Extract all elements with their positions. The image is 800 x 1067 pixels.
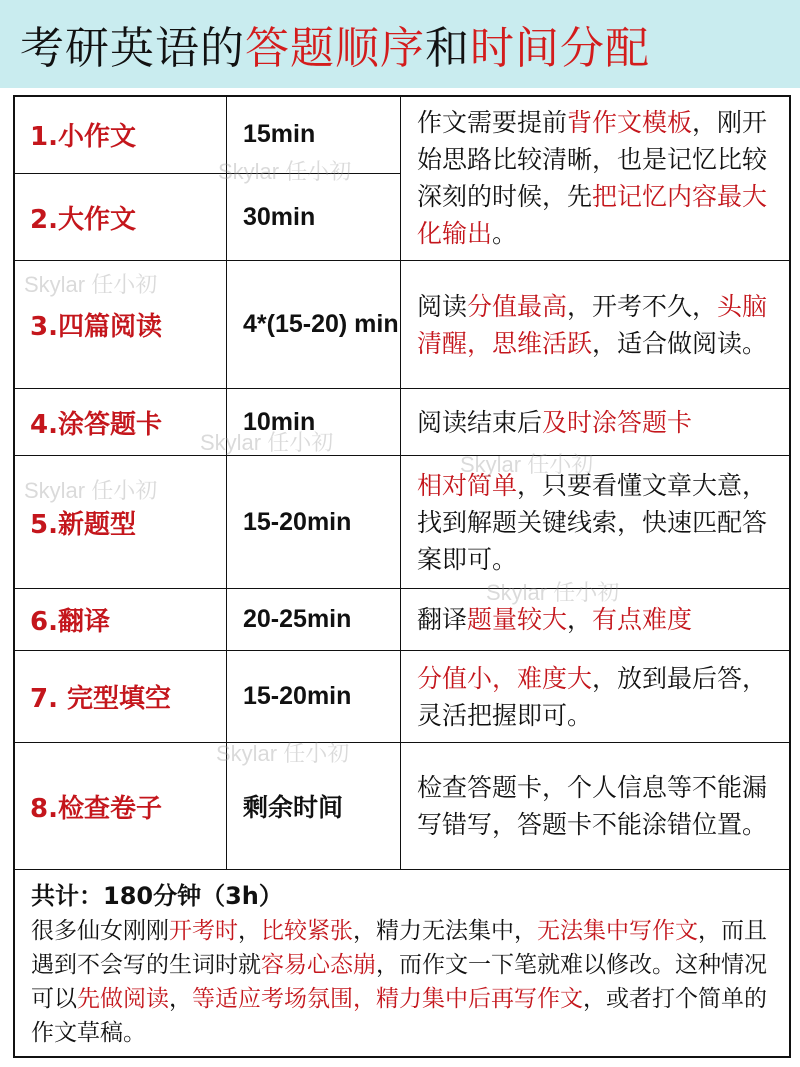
note-text: ，适合做阅读。 <box>592 328 768 358</box>
task-time: 15-20min <box>227 651 401 743</box>
watermark: Skylar 任小初 <box>200 430 334 455</box>
highlight-text: 相对简单 <box>417 470 518 500</box>
highlight-text: 背作文模板 <box>567 108 693 137</box>
title-part-2: 答题顺序 <box>245 23 425 74</box>
task-note <box>401 456 791 589</box>
task-time: 10min <box>227 389 401 456</box>
task-name: 2.大作文 <box>14 174 227 261</box>
task-note <box>401 261 791 389</box>
highlight-text: 先做阅读 <box>77 986 169 1012</box>
note-text: 翻译 <box>417 605 468 634</box>
note-text: 作文需要提前 <box>417 108 568 137</box>
note-text: ，刚开始思路比较清晰，也是记忆比较深刻的时候，先 <box>417 108 768 211</box>
table-row <box>14 96 791 174</box>
table-row <box>14 456 791 589</box>
title-part-3: 和 <box>425 23 470 74</box>
highlight-text: 把记忆内容最大化输出 <box>417 182 768 248</box>
task-name: 6.翻译 <box>14 589 227 651</box>
task-name: 1.小作文 <box>14 96 227 174</box>
task-name: 4.涂答题卡 <box>14 389 227 456</box>
watermark: Skylar 任小初 <box>24 478 158 503</box>
note-text: ，放到最后答，灵活把握即可。 <box>417 663 768 730</box>
note-text: 阅读结束后 <box>417 407 543 437</box>
note-text: ，精力无法集中， <box>353 918 537 944</box>
task-note <box>401 589 791 651</box>
table-row <box>14 261 791 389</box>
page-title <box>0 0 800 88</box>
summary-text <box>31 914 773 1050</box>
task-name: 5.新题型 <box>14 456 227 589</box>
table-row <box>14 651 791 743</box>
task-time: 15min <box>227 96 401 174</box>
summary-heading: 共计：180分钟（3h） <box>31 882 283 910</box>
highlight-text: 分值小，难度大 <box>417 663 593 693</box>
task-time: 20-25min <box>227 589 401 651</box>
task-name: 3.四篇阅读 <box>14 261 227 389</box>
note-text: 很多仙女刚刚 <box>31 918 169 944</box>
task-time: 剩余时间 <box>227 743 401 870</box>
note-text: ，或者打个简单的作文草稿。 <box>31 986 767 1046</box>
watermark: Skylar 任小初 <box>460 452 594 477</box>
task-note <box>401 743 791 870</box>
highlight-text: 开考时 <box>169 918 238 944</box>
note-text: 检查答题卡，个人信息等不能漏写错写，答题卡不能涂错位置。 <box>417 773 768 839</box>
note-text: ，而作文一下笔就难以修改。这种情况可以 <box>31 952 767 1012</box>
task-note <box>401 96 791 261</box>
note-text: ，只要看懂文章大意，找到解题关键线索，快速匹配答案即可。 <box>417 470 768 574</box>
task-time: 4*(15-20) min <box>227 261 401 389</box>
task-note <box>401 389 791 456</box>
highlight-text: 容易心态崩 <box>261 952 376 978</box>
highlight-text: 等适应考场氛围，精力集中后再写作文 <box>192 986 583 1012</box>
highlight-text: 比较紧张 <box>261 918 353 944</box>
highlight-text: 题量较大 <box>467 605 568 634</box>
summary-box <box>13 868 791 1058</box>
highlight-text: 分值最高 <box>467 291 568 321</box>
highlight-text: 有点难度 <box>592 605 693 634</box>
title-part-1: 考研英语的 <box>20 23 245 74</box>
task-name: 7. 完型填空 <box>14 651 227 743</box>
watermark: Skylar 任小初 <box>24 272 158 297</box>
highlight-text: 无法集中写作文 <box>537 918 698 944</box>
note-text: 阅读 <box>417 291 468 321</box>
schedule-table <box>13 95 791 870</box>
note-text: ， <box>238 918 261 944</box>
table-row <box>14 389 791 456</box>
watermark: Skylar 任小初 <box>216 741 350 766</box>
highlight-text: 头脑清醒，思维活跃 <box>417 291 768 358</box>
note-text: ， <box>169 986 192 1012</box>
table-row <box>14 589 791 651</box>
watermark: Skylar 任小初 <box>218 159 352 184</box>
title-part-4: 时间分配 <box>470 23 650 74</box>
task-time: 30min <box>227 174 401 261</box>
task-note <box>401 651 791 743</box>
note-text: ，而且遇到不会写的生词时就 <box>31 918 767 978</box>
watermark: Skylar 任小初 <box>486 580 620 605</box>
table-row <box>14 743 791 870</box>
task-time: 15-20min <box>227 456 401 589</box>
highlight-text: 及时涂答题卡 <box>542 407 693 437</box>
note-text: ，开考不久， <box>567 291 718 321</box>
note-text: ， <box>567 605 593 634</box>
task-name: 8.检查卷子 <box>14 743 227 870</box>
note-text: 。 <box>492 219 518 248</box>
